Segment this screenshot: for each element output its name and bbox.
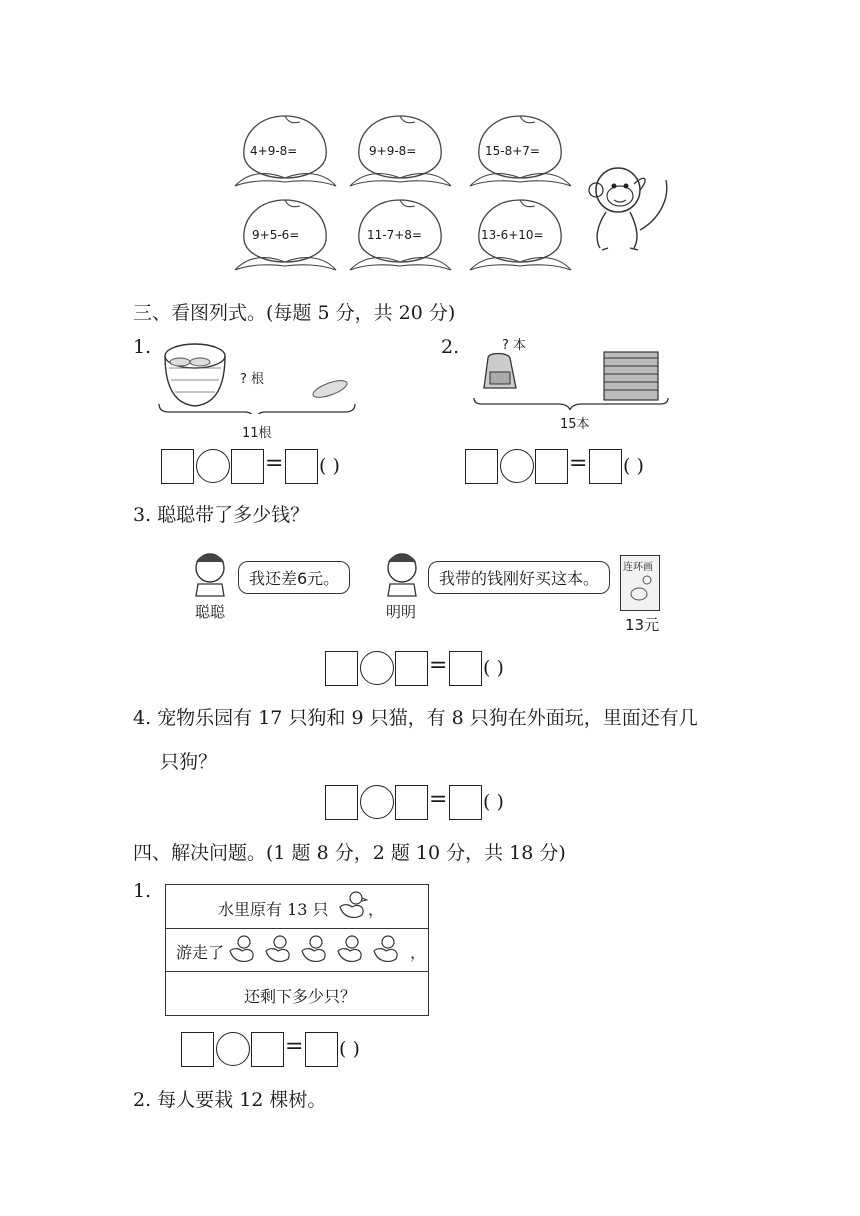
five-ducks-icon	[228, 933, 408, 967]
comic-book-illustration	[620, 555, 660, 611]
name-label-2: 明明	[386, 603, 417, 621]
q3-question: 3. 聪聪带了多少钱？	[133, 504, 310, 526]
book-price: 13元	[625, 616, 660, 634]
q2-total-label: 15本	[560, 417, 590, 432]
q4-question-line2: 只狗？	[160, 751, 218, 773]
answer-box[interactable]	[535, 449, 568, 484]
q2-unknown-label: ? 本	[502, 338, 527, 353]
peach-2	[345, 108, 455, 190]
speech-bubble-2: 我带的钱刚好买这本。	[428, 561, 610, 594]
book-title: 连环画	[623, 562, 653, 573]
duck-problem-table	[165, 884, 429, 1016]
unit-blank[interactable]: ( )	[339, 1038, 360, 1060]
operator-circle[interactable]	[196, 449, 230, 483]
peach-5	[345, 192, 455, 274]
q2-number: 2.	[441, 336, 460, 358]
unit-blank[interactable]: ( )	[483, 791, 504, 813]
answer-box[interactable]	[465, 449, 498, 484]
equals-sign: =	[569, 451, 588, 476]
q1-total-label: 11根	[242, 426, 272, 441]
s4-q1-number: 1.	[133, 880, 152, 902]
row1-end: ，	[368, 900, 385, 919]
duck-icon	[336, 889, 368, 921]
peach-4	[230, 192, 340, 274]
duck-table-row-3	[166, 971, 428, 1015]
answer-box[interactable]	[395, 651, 428, 686]
peach-equation: 4+9-8=	[250, 144, 298, 158]
answer-box[interactable]	[161, 449, 194, 484]
operator-circle[interactable]	[216, 1032, 250, 1066]
equals-sign: =	[265, 451, 284, 476]
row2-text: 游走了	[176, 943, 225, 962]
row3-text: 还剩下多少只？	[244, 987, 357, 1006]
monkey-illustration	[578, 160, 674, 252]
bird-icon	[625, 574, 655, 606]
operator-circle[interactable]	[360, 785, 394, 819]
bag-books-illustration	[472, 348, 672, 410]
answer-box[interactable]	[325, 651, 358, 686]
duck-table-row-2	[166, 928, 428, 972]
answer-box[interactable]	[305, 1032, 338, 1067]
name-label-1: 聪聪	[195, 603, 226, 621]
peach-equation: 11-7+8=	[367, 228, 422, 242]
peach-equation: 9+9-8=	[369, 144, 417, 158]
answer-box[interactable]	[589, 449, 622, 484]
row1-text: 水里原有 13 只	[218, 900, 329, 919]
peach-1	[230, 108, 340, 190]
equals-sign: =	[429, 653, 448, 678]
peach-3	[465, 108, 575, 190]
section3-heading: 三、看图列式。(每题 5 分，共 20 分)	[133, 302, 456, 324]
peach-equation: 13-6+10=	[481, 228, 544, 242]
q1-number: 1.	[133, 336, 152, 358]
answer-box[interactable]	[181, 1032, 214, 1067]
unit-blank[interactable]: ( )	[319, 455, 340, 477]
equals-sign: =	[429, 787, 448, 812]
row2-end: ，	[410, 943, 427, 962]
peach-equation: 9+5-6=	[252, 228, 300, 242]
q4-question-line1: 4. 宠物乐园有 17 只狗和 9 只猫，有 8 只狗在外面玩，里面还有几	[133, 707, 698, 729]
answer-box[interactable]	[285, 449, 318, 484]
answer-box[interactable]	[449, 651, 482, 686]
answer-box[interactable]	[449, 785, 482, 820]
peach-6	[465, 192, 575, 274]
s4-q2-question: 2. 每人要栽 12 棵树。	[133, 1089, 327, 1111]
peach-equation: 15-8+7=	[485, 144, 540, 158]
duck-table-row-1	[166, 885, 428, 929]
operator-circle[interactable]	[500, 449, 534, 483]
answer-box[interactable]	[251, 1032, 284, 1067]
unit-blank[interactable]: ( )	[483, 657, 504, 679]
answer-box[interactable]	[231, 449, 264, 484]
boy-congcong-illustration	[190, 550, 234, 598]
section4-heading: 四、解决问题。(1 题 8 分，2 题 10 分，共 18 分)	[133, 842, 566, 864]
unit-blank[interactable]: ( )	[623, 455, 644, 477]
boy-mingming-illustration	[382, 550, 426, 598]
q1-unknown-label: ? 根	[240, 372, 265, 387]
equals-sign: =	[285, 1034, 304, 1059]
operator-circle[interactable]	[360, 651, 394, 685]
speech-bubble-1: 我还差6元。	[238, 561, 350, 594]
answer-box[interactable]	[395, 785, 428, 820]
answer-box[interactable]	[325, 785, 358, 820]
